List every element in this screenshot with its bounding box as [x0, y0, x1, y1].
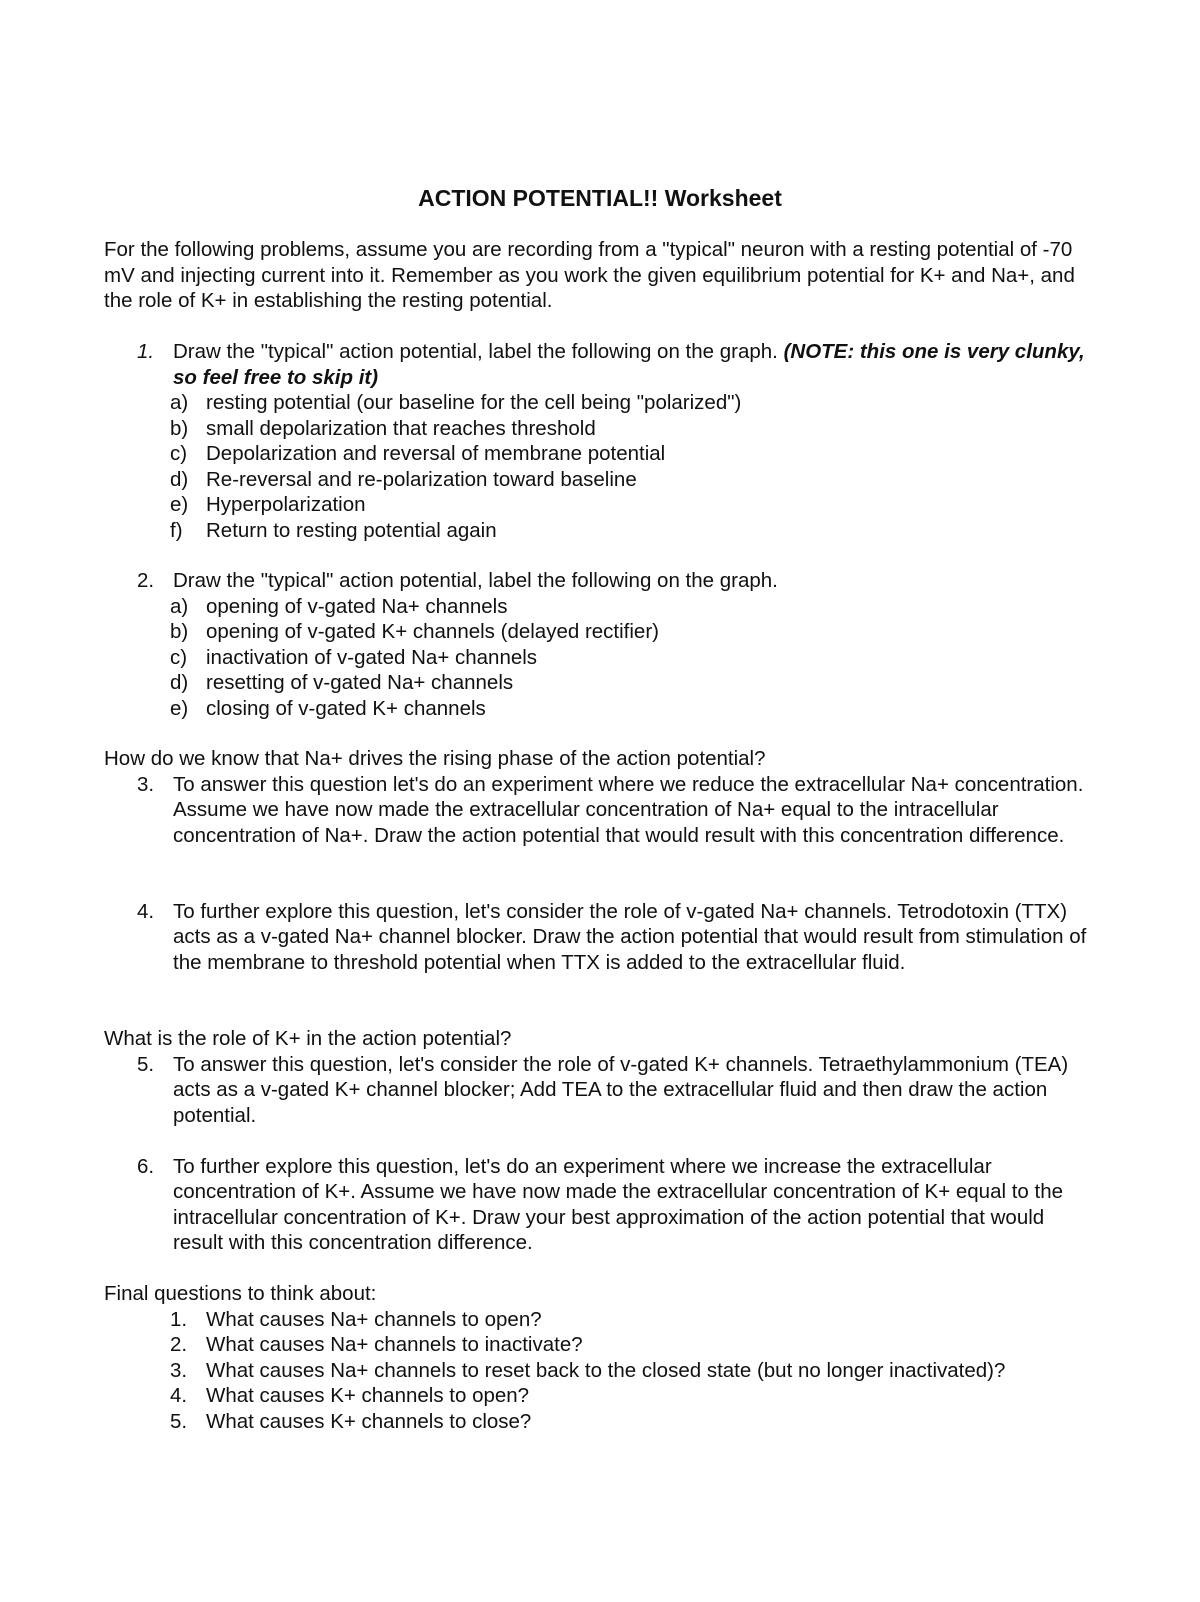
question-number: 5.: [137, 1052, 155, 1076]
question-text: [173, 339, 1097, 390]
item-letter: c): [170, 442, 188, 465]
list-item: [170, 670, 1070, 696]
list-item: [170, 518, 1070, 544]
item-text: What causes Na+ channels to open?: [206, 1307, 542, 1331]
list-item: [170, 594, 1070, 620]
item-text: opening of v-gated K+ channels (delayed rectifier): [206, 620, 659, 643]
item-text: resetting of v-gated Na+ channels: [206, 671, 514, 694]
item-text: closing of v-gated K+ channels: [206, 696, 486, 720]
list-item: [170, 492, 1070, 518]
question-4: [137, 899, 1097, 976]
item-number: 3.: [170, 1358, 188, 1382]
item-letter: c): [170, 645, 188, 669]
item-number: 2.: [170, 1333, 188, 1356]
question-number: 3.: [137, 772, 155, 796]
item-text: Hyperpolarization: [206, 493, 366, 516]
item-letter: e): [170, 493, 189, 516]
item-letter: e): [170, 696, 189, 720]
list-item: [170, 645, 1070, 671]
item-letter: b): [170, 620, 189, 643]
item-text: small depolarization that reaches threshold: [206, 416, 596, 440]
question-6: [137, 1154, 1097, 1256]
item-number: 5.: [170, 1409, 188, 1433]
question-number: 2.: [137, 569, 155, 592]
list-item: [170, 467, 1070, 493]
question-3: [137, 772, 1097, 849]
list-item: [170, 416, 1070, 442]
question-5: [137, 1052, 1097, 1129]
question-number: 6.: [137, 1154, 155, 1178]
question-1: [137, 339, 1097, 390]
item-text: Depolarization and reversal of membrane potential: [206, 442, 666, 465]
item-text: What causes Na+ channels to reset back to the closed state (but no longer inactivated)?: [206, 1358, 1006, 1382]
item-text: Re-reversal and re-polarization toward baseline: [206, 467, 637, 491]
item-text: What causes K+ channels to open?: [206, 1384, 530, 1407]
list-item: [170, 390, 1070, 416]
item-letter: a): [170, 391, 189, 414]
question-text: To answer this question, let's consider the role of v-gated K+ channels. Tetraethylammonium (TEA) acts as a v-gated K+ channel blocker; Add TEA to the extracellular fluid and then draw the action potential.: [173, 1052, 1069, 1127]
section-heading-na: How do we know that Na+ drives the rising phase of the action potential?: [104, 747, 766, 770]
item-text: What causes K+ channels to close?: [206, 1409, 532, 1433]
question-text: To further explore this question, let's consider the role of v-gated Na+ channels. Tetrodotoxin (TTX) acts as a v-gated Na+ channel blocker. Draw the action potential that would result from stimulation of the membrane to threshold potential when TTX is added to the extracellular fluid.: [173, 899, 1087, 974]
item-letter: a): [170, 594, 189, 618]
list-item: [170, 619, 1070, 645]
list-item: [170, 1409, 1130, 1435]
item-text: What causes Na+ channels to inactivate?: [206, 1333, 583, 1356]
question-1-text: Draw the "typical" action potential, label the following on the graph.: [173, 340, 784, 363]
list-item: [170, 1307, 1130, 1333]
list-item: [170, 441, 1070, 467]
list-item: [170, 1358, 1130, 1384]
item-number: 4.: [170, 1384, 188, 1407]
question-number: 4.: [137, 899, 155, 923]
section-heading-final: Final questions to think about:: [104, 1282, 377, 1305]
list-item: [170, 1383, 1130, 1409]
item-letter: d): [170, 671, 189, 694]
item-text: Return to resting potential again: [206, 518, 497, 542]
question-text: To answer this question let's do an experiment where we reduce the extracellular Na+ concentration. Assume we have now made the extracellular concentration of Na+ equal to the intracellular concentration of Na+. Draw the action potential that would result with this concentration difference.: [173, 772, 1084, 847]
question-2: [137, 568, 1097, 594]
item-letter: f): [170, 518, 183, 542]
worksheet-title: ACTION POTENTIAL!! Worksheet: [418, 185, 782, 211]
list-item: [170, 1332, 1130, 1358]
item-letter: d): [170, 467, 189, 491]
question-1-note: (NOTE: this one is very clunky, so feel free to skip it): [173, 340, 1085, 389]
item-number: 1.: [170, 1307, 188, 1331]
item-text: opening of v-gated Na+ channels: [206, 594, 508, 618]
section-heading-k: What is the role of K+ in the action potential?: [104, 1027, 512, 1050]
item-letter: b): [170, 416, 189, 440]
question-text: Draw the "typical" action potential, label the following on the graph.: [173, 569, 778, 592]
item-text: inactivation of v-gated Na+ channels: [206, 645, 538, 669]
list-item: [170, 696, 1070, 722]
intro-paragraph: For the following problems, assume you are recording from a "typical" neuron with a resting potential of -70 mV and injecting current into it. Remember as you work the given equilibrium potential for K+ and Na+, and the role of K+ in establishing the resting potential.: [104, 238, 1075, 313]
question-number: 1.: [137, 340, 155, 363]
question-text: To further explore this question, let's do an experiment where we increase the extracellular concentration of K+. Assume we have now made the extracellular concentration of K+ equal to the intracellular concentration of K+. Draw your best approximation of the action potential that would result with this concentration difference.: [173, 1154, 1064, 1255]
item-text: resting potential (our baseline for the cell being "polarized"): [206, 391, 742, 414]
